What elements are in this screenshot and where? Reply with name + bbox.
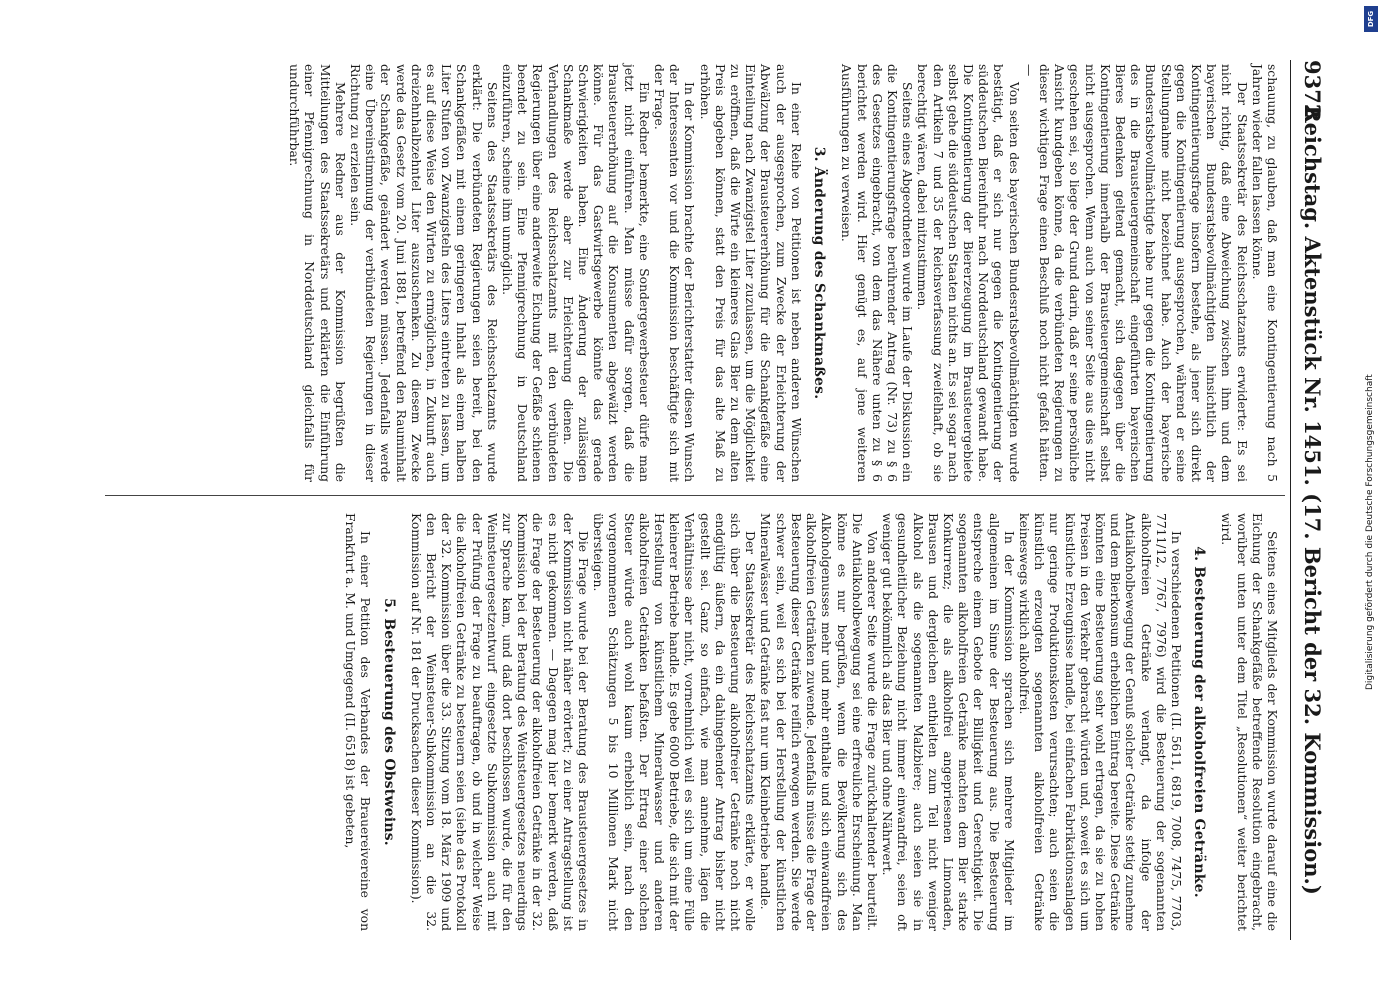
section-heading: 4. Besteuerung der alkoholfreien Getränke. bbox=[1191, 546, 1208, 898]
column-divider bbox=[105, 495, 1285, 496]
page-header bbox=[1295, 60, 1325, 940]
paragraph: In verschiedenen Petitionen (II. 5611, 6819, 7008, 7475, 7703, 7711/12, 7767, 7976) wird die Besteuerung der sogenannten alkoholfreien Getränke verlangt, da infolge der Antialkoholbewegung der Genuß solcher Getränke stetig zunehme und dem Bierkonsum erheblichen Eintrag bereite. Diese Getränke könnten eine Besteuerung sehr wohl ertragen, da sie zu hohen Preisen in den Verkehr gebracht würden und, soweit es sich um künstliche Erzeugnisse handle, bei einfachen Fabrikationsanlagen nur geringe Produktionskosten verursachten; auch seien die künstlich erzeugten sogenannten alkoholfreien Getränke keineswegs wirklich alkoholfrei. bbox=[1016, 513, 1183, 931]
section-heading: 5. Besteuerung des Obstweins. bbox=[380, 598, 397, 846]
left-column bbox=[286, 64, 1279, 482]
right-column bbox=[342, 513, 1279, 931]
paragraph: Mehrere Redner aus der Kommission begrüßten die Mitteilungen des Staatssekretärs und erklärten die Einführung einer Pfennigrechnung in Norddeutschland gleichfalls für undurchführbar. bbox=[287, 64, 347, 482]
funding-credit bbox=[1358, 0, 1383, 1000]
paragraph: In der Kommission brachte der Berichterstatter diesen Wunsch der Interessenten vor und die Kommission beschäftigte sich mit der Frage. bbox=[652, 64, 697, 482]
dfg-logo: DFG bbox=[1364, 6, 1378, 32]
section-heading: 3. Änderung des Schankmaßes. bbox=[811, 146, 828, 400]
paragraph: Von seiten des bayerischen Bundesratsbevollmächtigten wurde bestätigt, daß er sich nur gegen die Kontingentierung der süddeutschen Biereinfuhr nach Norddeutschland gewandt habe. Die Kontingentierung der Biererzeugung im Brausteuergebiete selbst gehe die süddeutschen Staaten nichts an. Es sei sogar nach den Artikeln 7 und 35 der Reichsverfassung zweifelhaft, ob sie berechtigt wären, dabei mitzustimmen. bbox=[915, 64, 1021, 482]
paragraph: Der Staatssekretär des Reichsschatzamts erwiderte: Es sei nicht richtig, daß eine Abweichung zwischen ihm und dem bayerischen Bundesratsbevollmächtigten hinsichtlich der Kontingentierungsfrage insofern bestehe, als jener sich direkt gegen die Kontingentierung ausgesprochen, während er seine Stellungnahme nicht bezeichnet habe. Auch der bayerische Bundesratsbevollmächtigte habe nur gegen die Kontingentierung des in die Brausteuergemeinschaft eingeführten bayerischen Bieres Bedenken geltend gemacht, sich dagegen über die Kontingentierung innerhalb der Brausteuergemeinschaft selbst nicht ausgesprochen. Wenn auch von seiner Seite aus dies nicht geschehen sei, so liege der Grund darin, daß er seine persönliche Ansicht kundgeben könne, da die verbündeten Regierungen zu dieser wichtigen Frage einen Beschluß noch nicht gefaßt hätten. — bbox=[1021, 64, 1249, 482]
paragraph: Der Staatssekretär des Reichsschatzamts erklärte, er wolle sich über die Besteuerung alkoholfreier Getränke noch nicht endgültig äußern, da ein dahingehender Antrag bisher nicht gestellt sei. Ganz so einfach, wie man annehme, lägen die Verhältnisse aber nicht, vornehmlich weil es sich um eine Fülle kleinerer Betriebe handle. Es gebe 6000 Betriebe, die sich mit der Herstellung von künstlichem Mineralwasser und anderen alkoholfreien Getränken befaßten. Der Ertrag einer solchen Steuer würde auch wohl kaum erheblich sein, nach den vorgenommenen Schätzungen 5 bis 10 Millionen Mark nicht übersteigen. bbox=[591, 513, 758, 931]
paragraph: In der Kommission sprachen sich mehrere Mitglieder im allgemeinen im Sinne der Besteuerung aus. Die Besteuerung entspreche einem Gebote der Billigkeit und Gerechtigkeit. Die sogenannten alkoholfreien Getränke machten dem Bier starke Konkurrenz; die als alkoholfrei angepriesenen Limonaden, Brausen und dergleichen enthielten zum Teil nicht weniger Alkohol als die sogenannten Malzbiere; auch seien sie in gesundheitlicher Beziehung nicht immer einwandfrei, seien oft weniger gut bekömmlich als das Bier und ohne Nährwert. bbox=[880, 513, 1016, 931]
funding-credit-text: Digitalisierung gefördert durch die Deutsche Forschungsgemeinschaft bbox=[1365, 374, 1375, 690]
paragraph: Seitens des Staatssekretärs des Reichsschatzamts wurde erklärt: Die verbündeten Regierungen seien bereit, bei den Schankgefäßen mit einem geringeren Inhalt als einem halben Liter Stufen von Zwanzigsteln des Liters eintreten zu lassen, um es auf diese Weise den Wirten zu ermöglichen, in Zukunft auch dreizehnhalbzehntel Liter auszuschenken. Zu diesem Zwecke werde das Gesetz vom 20. Juni 1881, betreffend den Rauminhalt der Schankgefäße, geändert werden müssen. Jedenfalls werde eine Übereinstimmung der verbündeten Regierungen in dieser Richtung zu erzielen sein. bbox=[348, 64, 499, 482]
paragraph: Ein Redner bemerkte, eine Sondergewerbesteuer dürfe man jetzt nicht einführen. Man müsse dafür sorgen, daß die Brausteuererhöhung auf die Konsumenten abgewälzt werden könne. Für das Gastwirtsgewerbe könnte das gerade Schwierigkeiten haben. Eine Änderung der zulässigen Schankmaße werde aber zur Erleichterung dienen. Die Verhandlungen des Reichsschatzamts mit den verbündeten Regierungen über eine anderweite Eichung der Gefäße schienen beendet zu sein. Eine Pfennigrechnung in Deutschland einzuführen, scheine ihm unmöglich. bbox=[500, 64, 651, 482]
paragraph: Die Frage wurde bei der Beratung des Brausteuergesetzes in der Kommission nicht näher erörtert; zu einer Antragstellung ist es nicht gekommen. — Dagegen mag hier bemerkt werden, daß die Frage der Besteuerung der alkoholfreien Getränke in der 32. Kommission bei der Beratung des Weinsteuergesetzes neuerdings zur Sprache kam, und daß dort beschlossen wurde, die für den Weinsteuergesetzentwurf eingesetzte Subkommission auch mit der Prüfung der Frage zu beauftragen, ob und in welcher Weise die alkoholfreien Getränke zu besteuern seien (siehe das Protokoll der 32. Kommission über die 33. Sitzung vom 18. März 1909 und den Bericht der Weinsteuer-Subkommission an die 32. Kommission auf Nr. 181 der Drucksachen dieser Kommission). bbox=[408, 513, 591, 931]
paragraph: Seitens eines Abgeordneten wurde im Laufe der Diskussion ein die Kontingentierungsfrage berührender Antrag (Nr. 73) zu § 6 des Gesetzes eingebracht, von dem das Nähere unten zu § 6 berichtet werden wird. Hier genügt es, auf jene weiteren Ausführungen zu verweisen. bbox=[839, 64, 915, 482]
paragraph: schauung, zu glauben, daß man eine Kontingentierung nach 5 Jahren wieder fallen lassen könne. bbox=[1249, 64, 1279, 482]
page-number: 9372 bbox=[1300, 60, 1325, 119]
header-rule bbox=[1290, 60, 1291, 940]
page-title: Reichstag. Aktenstück Nr. 1451. (17. Bericht der 32. Kommission.) bbox=[1300, 105, 1325, 895]
paragraph: In einer Petition des Verbandes der Brauereivereine von Frankfurt a. M. und Umgegend (II. 6518) ist gebeten, bbox=[343, 513, 373, 931]
paragraph: Von anderer Seite wurde die Frage zurückhaltender beurteilt. Die Antialkoholbewegung sei eine erfreuliche Erscheinung. Man könne es nur begrüßen, wenn die Bevölkerung sich des Alkoholgenusses mehr und mehr enthalte und sich einwandfreien alkoholfreien Getränken zuwende. Jedenfalls müsse die Frage der Besteuerung dieser Getränke reiflich erwogen werden. Sie werde schwer sein, weil es sich bei der Herstellung der künstlichen Mineralwässer und Getränke fast nur um Kleinbetriebe handle. bbox=[758, 513, 879, 931]
paragraph: Seitens eines Mitglieds der Kommission wurde darauf eine die Eichung der Schankgefäße betreffende Resolution eingebracht, worüber unten unter dem Titel „Resolutionen“ weiter berichtet wird. bbox=[1219, 513, 1279, 931]
paragraph: In einer Reihe von Petitionen ist neben anderen Wünschen auch der ausgesprochen, zum Zwecke der Erleichterung der Abwälzung der Brausteuererhöhung für die Schankgefäße eine Einteilung nach Zwanzigstel Liter zuzulassen, um die Möglichkeit zu eröffnen, daß die Wirte ein kleineres Glas Bier zu dem alten Preis abgeben können, statt den Preis für das alte Maß zu erhöhen. bbox=[697, 64, 803, 482]
